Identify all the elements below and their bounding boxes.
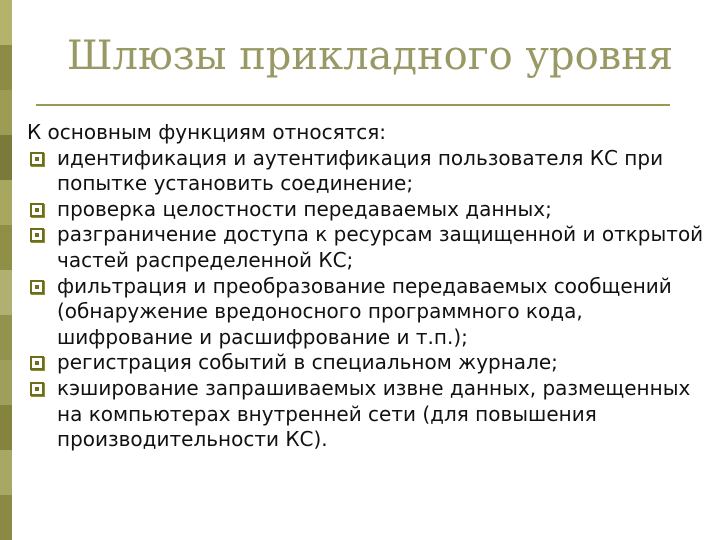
left-bar-segment — [0, 360, 12, 405]
list-item-text: кэширование запрашиваемых извне данных, размещенных на компьютерах внутренней сети (для повышения производительности КС). — [57, 375, 691, 452]
list-item-text: идентификация и аутентификация пользователя КС при попытке установить соединение; — [57, 145, 664, 196]
left-bar-segment — [0, 45, 12, 90]
intro-text: К основным функциям относятся: — [27, 120, 387, 144]
left-bar-segment — [0, 180, 12, 225]
square-bullet-icon — [30, 203, 44, 217]
list-item-text: разграничение доступа к ресурсам защищенной и открытой частей распределенной КС; — [57, 222, 704, 272]
square-bullet-icon — [30, 280, 44, 294]
list-item — [25, 222, 715, 273]
left-bar-segment — [0, 90, 12, 135]
left-bar-segment — [0, 135, 12, 180]
bullet-list — [25, 146, 715, 453]
list-item — [25, 197, 715, 223]
square-bullet-icon — [30, 152, 44, 166]
list-item-text: регистрация событий в специальном журнале; — [57, 350, 558, 375]
list-item — [25, 376, 715, 453]
square-bullet-icon — [30, 228, 44, 242]
list-item — [25, 146, 715, 197]
slide-title: Шлюзы прикладного уровня — [66, 33, 674, 79]
left-bar-segment — [0, 0, 12, 45]
left-decorative-bar — [0, 0, 12, 540]
left-bar-segment — [0, 495, 12, 540]
slide-body — [25, 120, 715, 453]
left-bar-segment — [0, 315, 12, 360]
list-item — [25, 350, 715, 376]
left-bar-segment — [0, 405, 12, 450]
left-bar-segment — [0, 450, 12, 495]
list-item-text: проверка целостности передаваемых данных; — [57, 196, 552, 221]
list-item — [25, 274, 715, 351]
left-bar-segment — [0, 225, 12, 270]
square-bullet-icon — [30, 356, 44, 370]
left-bar-segment — [0, 270, 12, 315]
list-item-text: фильтрация и преобразование передаваемых сообщений (обнаружение вредоносного программного кода, шифрование и расшифрование и т.п.); — [57, 273, 672, 349]
title-underline — [36, 104, 670, 106]
square-bullet-icon — [30, 382, 44, 396]
